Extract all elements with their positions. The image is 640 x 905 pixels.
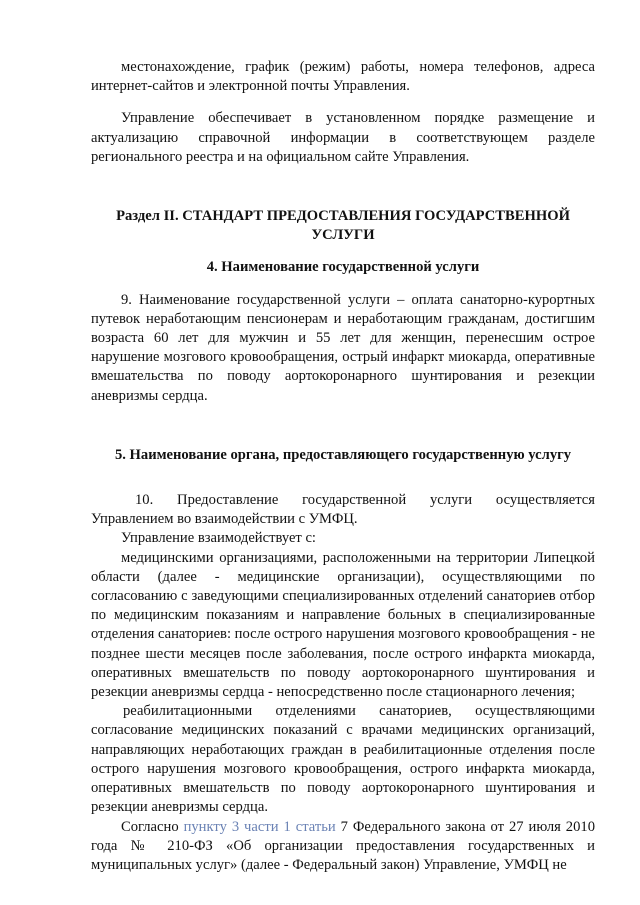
paragraph-rehab-departments: реабилитационными отделениями санаториев, осуществляющими согласование медицинских показаний с врачами медицинских организаций, направляющих неработающих граждан в реабилитационные отделения после острого нарушения мозгового кровообращения, острого инфаркта миокарда, оперативных вмешательств по поводу аортокоронарного шунтирования и резекции аневризмы сердца.	[91, 703, 595, 816]
federal-law-text-start: Согласно	[121, 818, 184, 835]
paragraph-10: 10. Предоставление государственной услуги осуществляется Управлением во взаимодействии с УМФЦ.	[91, 492, 595, 528]
section-5-heading: 5. Наименование органа, предоставляющего государственную услугу	[114, 446, 572, 463]
paragraph-contacts: местонахождение, график (режим) работы, номера телефонов, адреса интернет-сайтов и электронной почты Управления.	[91, 59, 595, 95]
law-article-link[interactable]: пункту 3 части 1 статьи	[183, 818, 336, 835]
federal-law-text-rest: 7 Федерального закона от 27 июля 2010 года № 210-ФЗ «Об организации предоставления государственных и муниципальных услуг» (далее - Федеральный закон) Управление, УМФЦ не	[91, 818, 595, 873]
paragraph-medical-organizations: медицинскими организациями, расположенными на территории Липецкой области (далее - медицинские организации), осуществляющими по согласованию с заведующими специализированных отделений санаториев отбор по медицинским показаниям и направление больных в специализированные отделения санаториев: после острого нарушения мозгового кровообращения - не позднее шести месяцев после заболевания, после острого инфаркта миокарда, оперативных вмешательств по поводу аортокоронарного шунтирования и резекции аневризмы сердца - непосредственно после стационарного лечения;	[91, 549, 595, 701]
section-4-heading: 4. Наименование государственной услуги	[206, 259, 480, 276]
paragraph-interacts: Управление взаимодействует с:	[121, 530, 316, 547]
paragraph-9: 9. Наименование государственной услуги – оплата санаторно-курортных путевок неработающим пенсионерам и неработающим гражданам, достигшим возраста 60 лет для мужчин и 55 лет для женщин, перенесшим острое нарушение мозгового кровообращения, острый инфаркт миокарда, оперативные вмешательства по поводу аортокоронарного шунтирования и резекции аневризмы сердца.	[91, 291, 595, 404]
paragraph-federal-law	[91, 818, 595, 876]
section-2-title: Раздел II. СТАНДАРТ ПРЕДОСТАВЛЕНИЯ ГОСУДАРСТВЕННОЙ УСЛУГИ	[116, 208, 570, 244]
document-body	[91, 58, 595, 875]
paragraph-reference-info: Управление обеспечивает в установленном порядке размещение и актуализацию справочной информации в соответствующем разделе регионального реестра и на официальном сайте Управления.	[91, 110, 595, 165]
